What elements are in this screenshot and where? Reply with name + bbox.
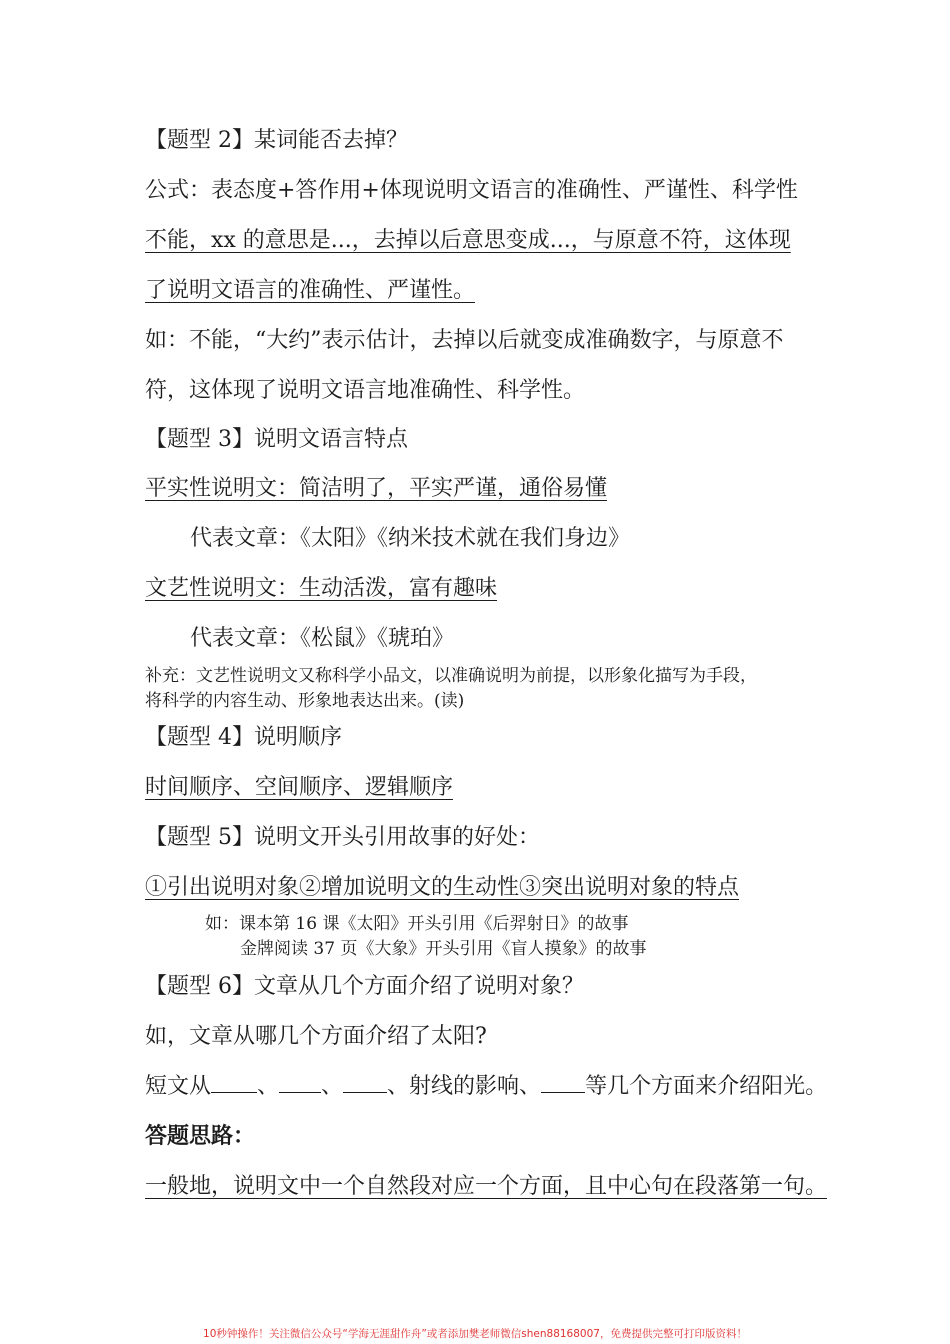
q4-answer: 时间顺序、空间顺序、逻辑顺序 [145,775,454,800]
q3-plain-type: 平实性说明文：简洁明了，平实严谨，通俗易懂 [145,476,608,501]
q3-title: 【题型 3】说明文语言特点 [145,427,408,452]
q6-title: 【题型 6】文章从几个方面介绍了说明对象？ [145,974,584,999]
fill-separator-1: 、 [257,1074,280,1099]
fill-blank-1 [211,1072,257,1093]
q3-literary-representative: 代表文章：《松鼠》《琥珀》 [190,626,455,651]
q2-title: 【题型 2】某词能否去掉？ [145,128,408,153]
fill-blank-3 [343,1072,387,1093]
fill-prefix: 短文从 [145,1074,212,1099]
fill-middle: 、射线的影响、 [387,1074,542,1099]
q3-supplement-line-2: 将科学的内容生动、形象地表达出来。(读) [145,691,465,711]
q2-example-line-1: 如：不能，“大约”表示估计，去掉以后就变成准确数字，与原意不 [145,328,784,353]
q5-example-line-2: 金牌阅读 37 页《大象》开头引用《盲人摸象》的故事 [240,939,647,959]
q2-formula: 公式：表态度+答作用+体现说明文语言的准确性、严谨性、科学性 [145,178,798,203]
q3-plain-representative: 代表文章：《太阳》《纳米技术就在我们身边》 [190,526,631,551]
fill-separator-2: 、 [321,1074,344,1099]
q5-example-line-1: 如：课本第 16 课《太阳》开头引用《后羿射日》的故事 [205,914,629,934]
answer-approach-heading: 答题思路： [145,1124,256,1149]
q5-answer: ①引出说明对象②增加说明文的生动性③突出说明对象的特点 [145,875,740,900]
q3-literary-type: 文艺性说明文：生动活泼，富有趣味 [145,576,498,601]
q2-template-line-2: 了说明文语言的准确性、严谨性。 [145,278,476,303]
q5-title: 【题型 5】说明文开头引用故事的好处： [145,825,540,850]
fill-blank-2 [279,1072,321,1093]
fill-blank-4 [541,1072,585,1093]
q2-template-line-1: 不能，xx 的意思是...，去掉以后意思变成...，与原意不符，这体现 [145,228,791,253]
footer-promo-text: 10秒钟操作！关注微信公众号“学海无涯甜作舟”或者添加樊老师微信shen88168007，免费提供完整可打印版资料！ [203,1328,747,1340]
q6-example: 如，文章从哪几个方面介绍了太阳? [145,1024,487,1049]
q4-title: 【题型 4】说明顺序 [145,725,342,750]
fill-suffix: 等几个方面来介绍阳光。 [585,1074,828,1099]
q6-fill-in-sentence [145,1072,827,1102]
q3-supplement-line-1: 补充：文艺性说明文又称科学小品文，以准确说明为前提，以形象化描写为手段， [145,666,757,686]
answer-approach-text: 一般地，说明文中一个自然段对应一个方面，且中心句在段落第一句。 [145,1174,828,1199]
q2-example-line-2: 符，这体现了说明文语言地准确性、科学性。 [145,378,586,403]
